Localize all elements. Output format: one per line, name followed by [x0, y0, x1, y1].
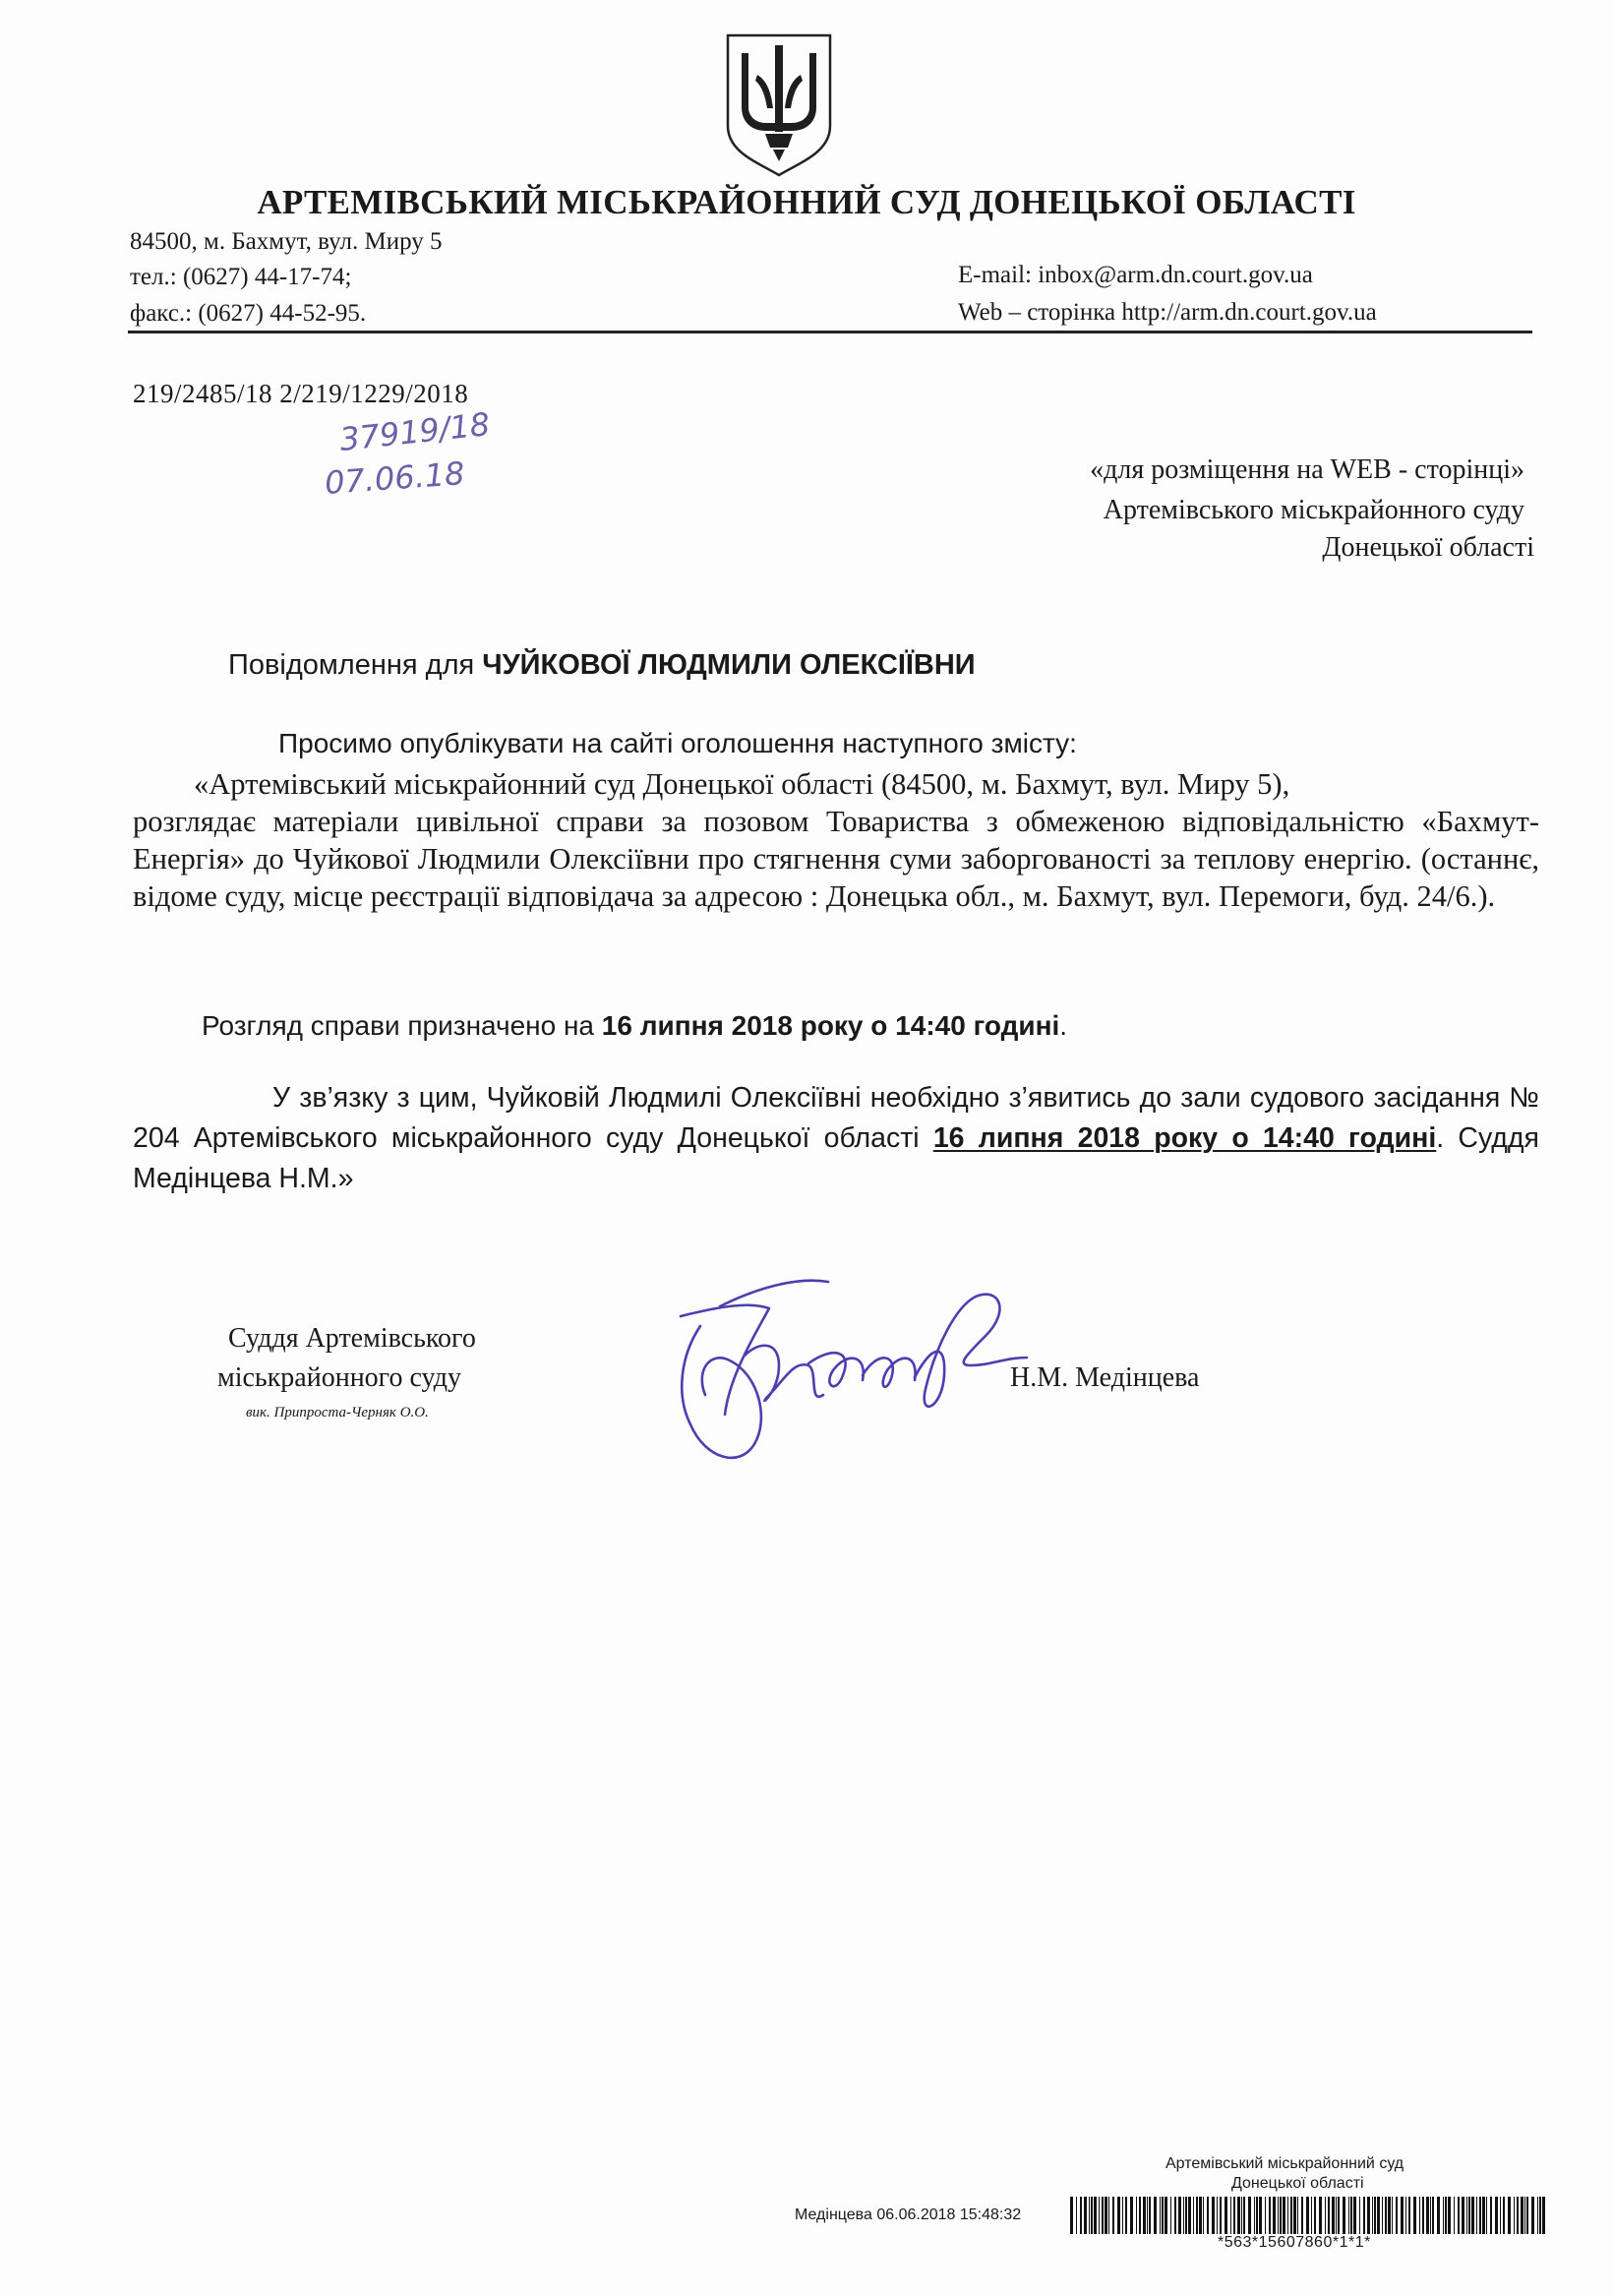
barcode-bar: [1237, 2197, 1240, 2234]
barcode-bar: [1174, 2197, 1176, 2234]
barcode-bar: [1259, 2197, 1262, 2234]
announcement-text: [133, 765, 1539, 915]
barcode-bar: [1479, 2197, 1481, 2234]
case-numbers: 219/2485/18 2/219/1229/2018: [133, 379, 469, 408]
stamp-court-region: Донецької області: [1231, 2175, 1364, 2192]
court-email: E-mail: inbox@arm.dn.court.gov.ua: [958, 262, 1313, 288]
barcode-bar: [1080, 2197, 1082, 2234]
barcode-bar: [1160, 2197, 1161, 2234]
signer-name: Н.М. Медінцева: [1010, 1362, 1200, 1393]
handwritten-date: 07.06.18: [323, 454, 466, 502]
coat-of-arms-emblem: [722, 31, 836, 177]
barcode-bar: [1199, 2197, 1202, 2234]
barcode-bar: [1125, 2197, 1127, 2234]
barcode-bar: [1353, 2197, 1356, 2234]
summons-suffix: . Суддя Медінцева Н.М.»: [133, 1122, 1539, 1194]
barcode-bar: [1343, 2197, 1345, 2234]
barcode-bar: [1468, 2197, 1470, 2234]
recipient-purpose: «для розміщення на WEB - сторінці»: [1090, 454, 1524, 485]
barcode-bar: [1287, 2197, 1288, 2234]
barcode-bar: [1139, 2197, 1141, 2234]
barcode-bar: [1413, 2197, 1416, 2234]
summons-paragraph: [133, 1078, 1539, 1199]
publication-request: Просимо опублікувати на сайті оголошення наступного змісту:: [278, 728, 1077, 758]
barcode-bar: [1531, 2197, 1534, 2234]
barcode-bar: [1130, 2197, 1133, 2234]
barcode-bar: [1445, 2197, 1447, 2234]
barcode-bar: [1170, 2197, 1171, 2234]
barcode-bar: [1243, 2197, 1245, 2234]
barcode-bar: [1363, 2197, 1365, 2234]
barcode-bar: [1162, 2197, 1164, 2234]
barcode-bar: [1314, 2197, 1316, 2234]
barcode-bar: [1503, 2197, 1505, 2234]
hearing-prefix: Розгляд справи призначено на: [202, 1010, 594, 1041]
barcode-bar: [1377, 2197, 1380, 2234]
barcode-bar: [1178, 2197, 1181, 2234]
barcode-bar: [1070, 2197, 1073, 2234]
barcode-bar: [1388, 2197, 1391, 2234]
barcode-bar: [1278, 2197, 1279, 2234]
barcode-bar: [1183, 2197, 1184, 2234]
barcode-bar: [1462, 2197, 1464, 2234]
barcode-bar: [1108, 2197, 1109, 2234]
barcode-bar: [1408, 2197, 1410, 2234]
court-address: 84500, м. Бахмут, вул. Миру 5: [130, 228, 443, 255]
barcode-bar: [1241, 2197, 1242, 2234]
handwritten-registration-number: 37919/18: [337, 405, 492, 458]
barcode-bar: [1392, 2197, 1393, 2234]
court-fax: факс.: (0627) 44-52-95.: [130, 300, 367, 327]
barcode-bar: [1396, 2197, 1398, 2234]
barcode-bar: [1254, 2197, 1255, 2234]
barcode-bar: [1490, 2197, 1492, 2234]
barcode-bar: [1319, 2197, 1322, 2234]
barcode-bar: [1338, 2197, 1340, 2234]
hearing-date-line: [202, 1010, 1067, 1042]
recipient-region: Донецької області: [1322, 532, 1534, 563]
barcode-bar: [1311, 2197, 1312, 2234]
barcode-bar: [1212, 2197, 1215, 2234]
barcode-bar: [1524, 2197, 1525, 2234]
hearing-suffix: .: [1059, 1010, 1068, 1041]
barcode-bar: [1165, 2197, 1167, 2234]
barcode-bar: [1332, 2197, 1335, 2234]
barcode-bar: [1432, 2197, 1434, 2234]
barcode-bar: [1521, 2197, 1523, 2234]
header-divider: [128, 331, 1532, 333]
barcode-bar: [1297, 2197, 1298, 2234]
barcode-bar: [1517, 2197, 1519, 2234]
barcode-bar: [1336, 2197, 1337, 2234]
barcode-bar: [1508, 2197, 1511, 2234]
barcode-bar: [1230, 2197, 1231, 2234]
announcement-body: розглядає матеріали цивільної справи за позовом Товариства з обмеженою відповідальністю «Бахмут-Енергія» до Чуйкової Людмили Олексіївни про стягнення суми заборгованості за теплову енергію. (останнє, відоме суду, місце реєстрації відповідача за адресою : Донецька обл., м. Бахмут, вул. Перемоги, буд. 24/6.).: [133, 805, 1539, 913]
notice-title-prefix: Повідомлення для: [228, 649, 475, 681]
barcode-bar: [1500, 2197, 1501, 2234]
barcode-bar: [1482, 2197, 1485, 2234]
signatory-title-line2: міськрайонного суду: [217, 1362, 462, 1393]
barcode-bar: [1495, 2197, 1498, 2234]
barcode-bar: [1542, 2197, 1545, 2234]
court-website: Web – сторінка http://arm.dn.court.gov.ua: [958, 299, 1377, 326]
barcode-bar: [1154, 2197, 1157, 2234]
barcode-bar: [1076, 2197, 1077, 2234]
executor-note: вик. Припроста-Черняк О.О.: [246, 1405, 429, 1420]
announcement-first-line: «Артемівський міськрайонний суд Донецької області (84500, м. Бахмут, вул. Миру 5),: [194, 767, 1290, 801]
barcode-bar: [1273, 2197, 1276, 2234]
barcode-bar: [1514, 2197, 1515, 2234]
summons-text: У зв’язку з цим, Чуйковій Людмилі Олексіївні необхідно з’явитись до зали судового засідання № 204 Артемівського міськрайонного суду Донецької області: [133, 1082, 1539, 1154]
barcode-bar: [1430, 2197, 1431, 2234]
court-phone: тел.: (0627) 44-17-74;: [130, 264, 352, 290]
barcode-bar: [1149, 2197, 1151, 2234]
barcode-bar: [1233, 2197, 1235, 2234]
barcode-bar: [1526, 2197, 1528, 2234]
barcode-bar: [1539, 2197, 1541, 2234]
stamp-registration-meta: Медінцева 06.06.2018 15:48:32: [795, 2206, 1022, 2223]
barcode-bar: [1458, 2197, 1460, 2234]
barcode-bar: [1486, 2197, 1487, 2234]
barcode-bar: [1422, 2197, 1424, 2234]
barcode-bar: [1143, 2197, 1146, 2234]
court-name-heading: АРТЕМІВСЬКИЙ МІСЬКРАЙОННИЙ СУД ДОНЕЦЬКОЇ ОБЛАСТІ: [257, 183, 1356, 221]
notice-addressee-name: ЧУЙКОВОЇ ЛЮДМИЛИ ОЛЕКСІЇВНИ: [482, 649, 976, 681]
barcode-bar: [1306, 2197, 1309, 2234]
barcode-bar: [1099, 2197, 1100, 2234]
barcode-bar: [1105, 2197, 1107, 2234]
barcode-bar: [1203, 2197, 1204, 2234]
signatory-title-line1: Суддя Артемівського: [228, 1323, 476, 1354]
recipient-court: Артемівського міськрайонного суду: [1103, 495, 1524, 525]
barcode-bar: [1537, 2197, 1538, 2234]
barcode-bar: [1122, 2197, 1123, 2234]
registration-barcode: [1070, 2197, 1547, 2234]
barcode-bar: [1372, 2197, 1373, 2234]
barcode-bar: [1225, 2197, 1227, 2234]
barcode-bar: [1185, 2197, 1187, 2234]
barcode-bar: [1193, 2197, 1194, 2234]
barcode-bar: [1466, 2197, 1467, 2234]
barcode-bar: [1448, 2197, 1451, 2234]
barcode-bar: [1401, 2197, 1404, 2234]
barcode-bar: [1471, 2197, 1474, 2234]
barcode-bar: [1283, 2197, 1285, 2234]
barcode-bar: [1419, 2197, 1420, 2234]
barcode-bar: [1367, 2197, 1370, 2234]
barcode-bar: [1248, 2197, 1251, 2234]
notice-title: [228, 649, 976, 682]
barcode-bar: [1293, 2197, 1296, 2234]
barcode-bar: [1290, 2197, 1292, 2234]
barcode-bar: [1091, 2197, 1093, 2234]
barcode-bar: [1217, 2197, 1218, 2234]
barcode-bar: [1476, 2197, 1477, 2234]
barcode-bar: [1112, 2197, 1114, 2234]
barcode-bar: [1147, 2197, 1148, 2234]
barcode-bar: [1359, 2197, 1360, 2234]
barcode-bar: [1385, 2197, 1387, 2234]
barcode-bar: [1136, 2197, 1137, 2234]
barcode-bar: [1443, 2197, 1444, 2234]
barcode-bar: [1348, 2197, 1349, 2234]
barcode-bar: [1207, 2197, 1209, 2234]
barcode-bar: [1328, 2197, 1330, 2234]
barcode-bar: [1350, 2197, 1352, 2234]
barcode-bar: [1196, 2197, 1198, 2234]
barcode-bar: [1280, 2197, 1282, 2234]
barcode-bar: [1220, 2197, 1222, 2234]
barcode-bar: [1117, 2197, 1120, 2234]
handwritten-signature: [661, 1247, 1035, 1483]
barcode-bar: [1426, 2197, 1429, 2234]
hearing-datetime: 16 липня 2018 року о 14:40 годині: [601, 1010, 1060, 1041]
barcode-bar: [1265, 2197, 1266, 2234]
barcode-bar: [1374, 2197, 1376, 2234]
barcode-bar: [1454, 2197, 1455, 2234]
stamp-court-name: Артемівський міськрайонний суд: [1165, 2155, 1404, 2172]
summons-datetime: 16 липня 2018 року о 14:40 годині: [932, 1122, 1437, 1154]
barcode-bar: [1269, 2197, 1271, 2234]
barcode-number: *563*15607860*1*1*: [1218, 2234, 1371, 2251]
barcode-bar: [1256, 2197, 1258, 2234]
barcode-bar: [1325, 2197, 1326, 2234]
barcode-bar: [1382, 2197, 1383, 2234]
barcode-bar: [1094, 2197, 1097, 2234]
barcode-bar: [1089, 2197, 1090, 2234]
barcode-bar: [1405, 2197, 1406, 2234]
barcode-bar: [1084, 2197, 1087, 2234]
barcode-bar: [1102, 2197, 1104, 2234]
barcode-bar: [1301, 2197, 1303, 2234]
barcode-bar: [1437, 2197, 1440, 2234]
barcode-bar: [1188, 2197, 1191, 2234]
